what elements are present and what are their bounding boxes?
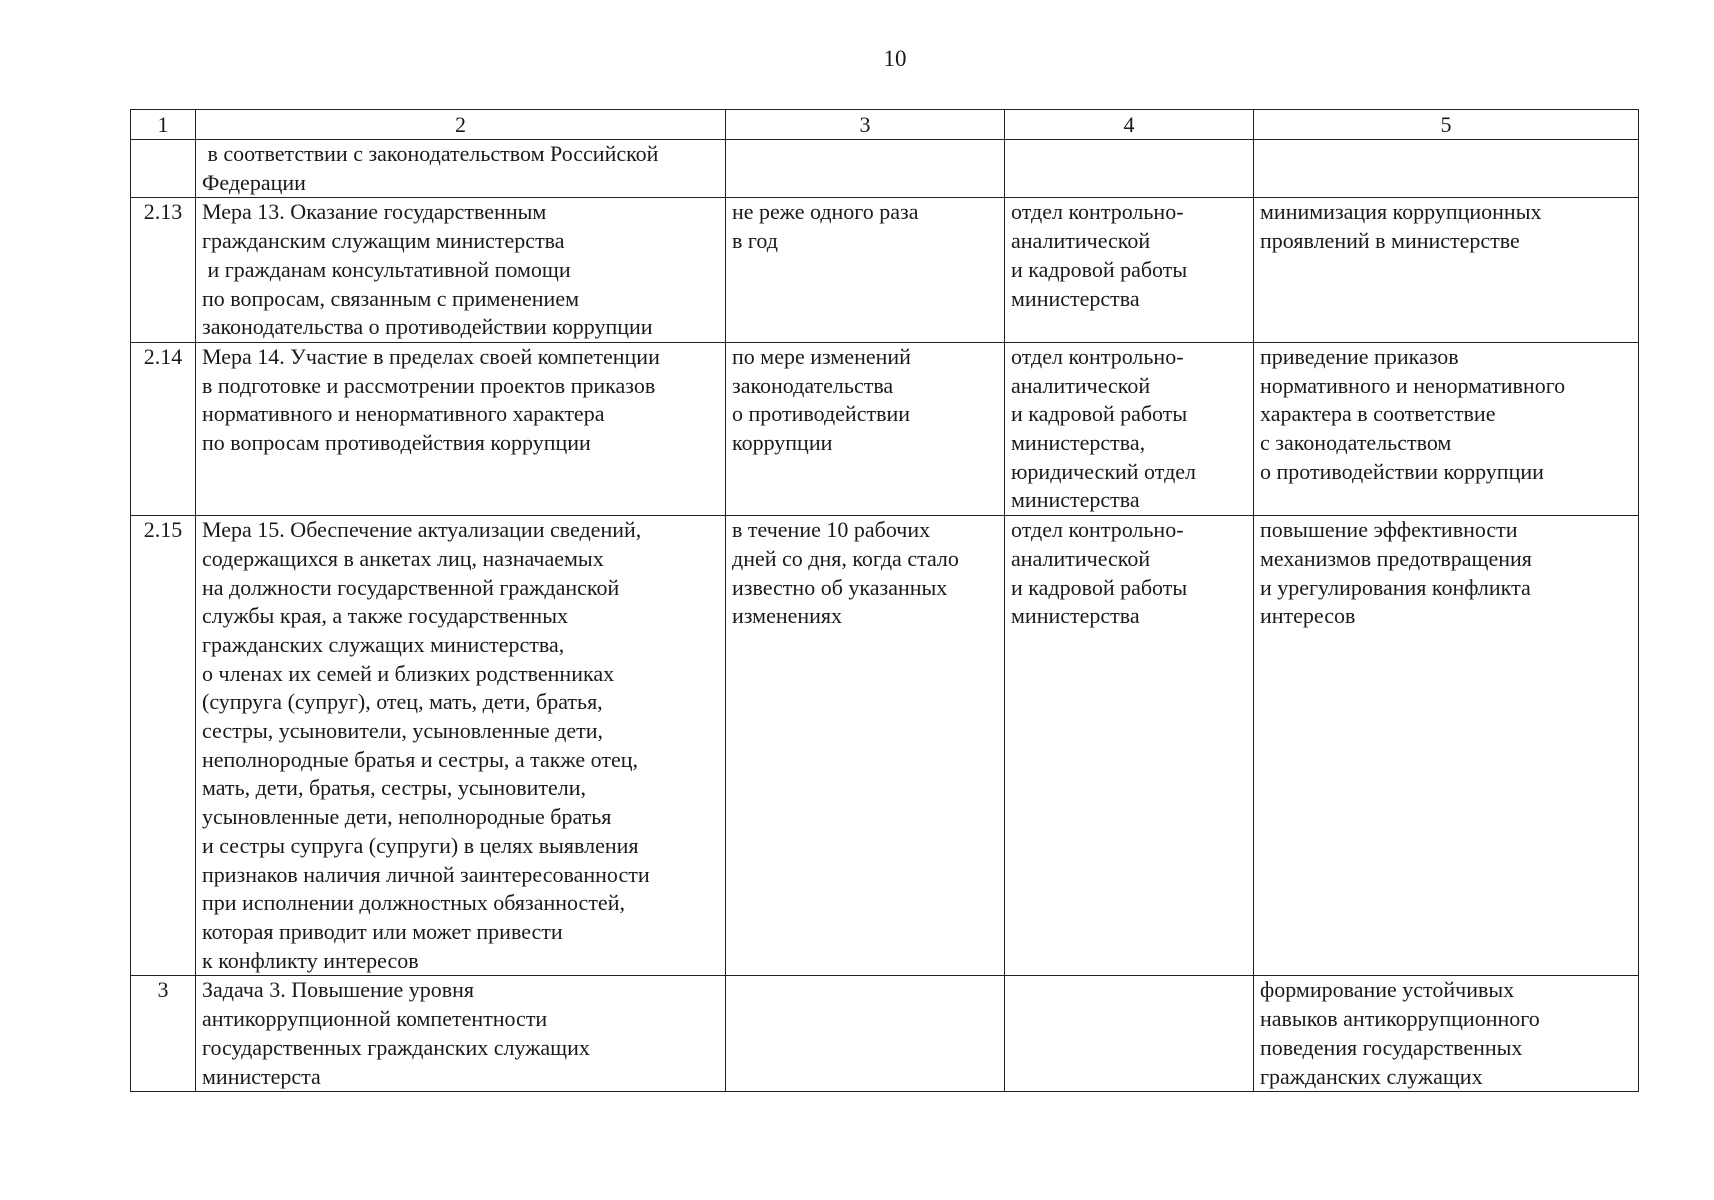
table-row [131, 140, 1639, 198]
page-number: 10 [883, 46, 907, 71]
result-cell: повышение эффективности механизмов предотвращения и урегулирования конфликта интересов [1254, 516, 1639, 976]
result-cell [1254, 140, 1639, 198]
row-number-cell [131, 140, 196, 198]
table-row [131, 976, 1639, 1092]
measure-cell: Мера 15. Обеспечение актуализации сведений, содержащихся в анкетах лиц, назначаемых на должности государственной гражданской службы края, а также государственных гражданских служащих министерства, о членах их семей и близких родственниках (супруга (супруг), отец, мать, дети, братья, сестры, усыновители, усыновленные дети, неполнородные братья и сестры, а также отец, мать, дети, братья, сестры, усыновители, усыновленные дети, неполнородные братья и сестры супруга (супруги) в целях выявления признаков наличия личной заинтересованности при исполнении должностных обязанностей, которая приводит или может привести к конфликту интересов [196, 516, 726, 976]
period-cell: по мере изменений законодательства о противодействии коррупции [726, 342, 1005, 515]
responsible-cell [1005, 140, 1254, 198]
result-cell: минимизация коррупционных проявлений в министерстве [1254, 198, 1639, 343]
period-cell [726, 140, 1005, 198]
responsible-cell [1005, 976, 1254, 1092]
measure-cell: Задача 3. Повышение уровня антикоррупционной компетентности государственных гражданских служащих министерста [196, 976, 726, 1092]
result-cell: формирование устойчивых навыков антикоррупционного поведения государственных гражданских служащих [1254, 976, 1639, 1092]
measure-cell: в соответствии с законодательством Российской Федерации [196, 140, 726, 198]
header-cell: 5 [1254, 110, 1639, 140]
table-row [131, 516, 1639, 976]
responsible-cell: отдел контрольно- аналитической и кадровой работы министерства, юридический отдел министерства [1005, 342, 1254, 515]
period-cell: в течение 10 рабочих дней со дня, когда стало известно об указанных изменениях [726, 516, 1005, 976]
responsible-cell: отдел контрольно- аналитической и кадровой работы министерства [1005, 516, 1254, 976]
table-row [131, 198, 1639, 343]
measure-cell: Мера 13. Оказание государственным гражданским служащим министерства и гражданам консультативной помощи по вопросам, связанным с применением законодательства о противодействии коррупции [196, 198, 726, 343]
header-cell: 1 [131, 110, 196, 140]
period-cell: не реже одного раза в год [726, 198, 1005, 343]
header-cell: 2 [196, 110, 726, 140]
table-header-row [131, 110, 1639, 140]
responsible-cell: отдел контрольно- аналитической и кадровой работы министерства [1005, 198, 1254, 343]
header-cell: 4 [1005, 110, 1254, 140]
header-cell: 3 [726, 110, 1005, 140]
period-cell [726, 976, 1005, 1092]
row-number-cell: 2.13 [131, 198, 196, 343]
row-number-cell: 2.15 [131, 516, 196, 976]
measure-cell: Мера 14. Участие в пределах своей компетенции в подготовке и рассмотрении проектов приказов нормативного и ненормативного характера по вопросам противодействия коррупции [196, 342, 726, 515]
row-number-cell: 3 [131, 976, 196, 1092]
result-cell: приведение приказов нормативного и ненормативного характера в соответствие с законодательством о противодействии коррупции [1254, 342, 1639, 515]
measures-table [130, 109, 1639, 1092]
row-number-cell: 2.14 [131, 342, 196, 515]
table-row [131, 342, 1639, 515]
